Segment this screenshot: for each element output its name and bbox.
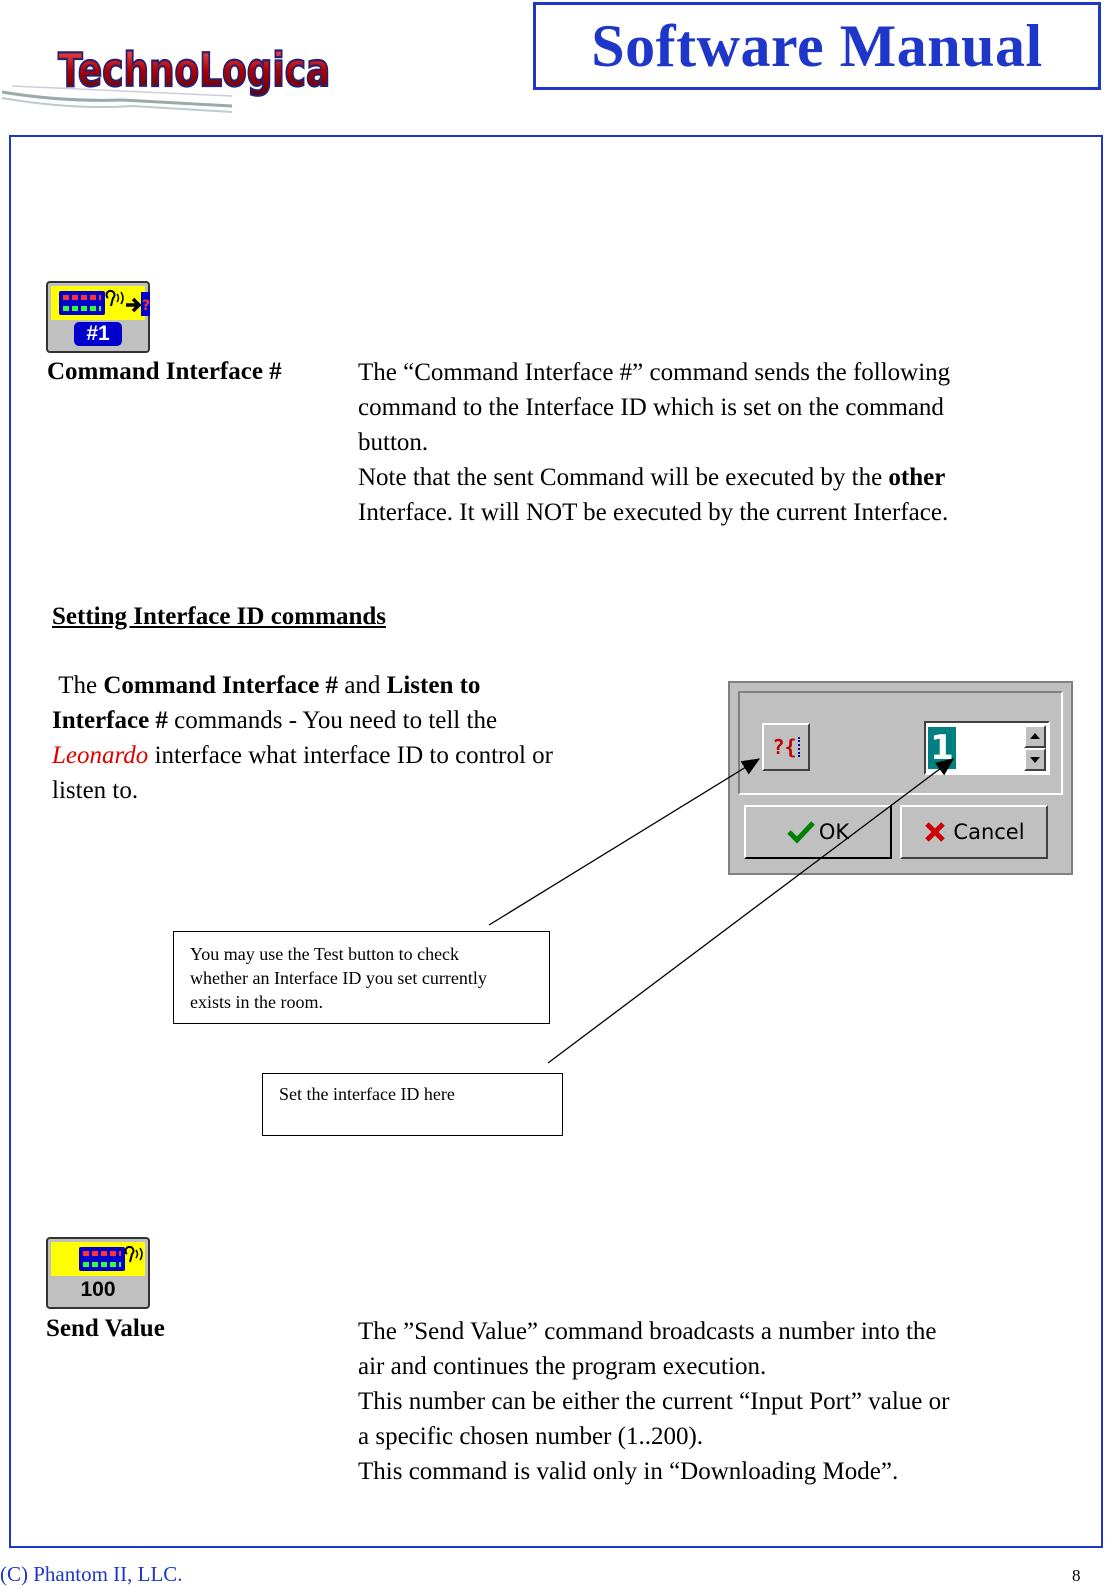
leonardo-name: Leonardo <box>52 742 149 769</box>
command-interface-icon-label: #1 <box>74 322 122 346</box>
copyright: (C) Phantom II, LLC. <box>0 1562 183 1586</box>
callout-line: You may use the Test button to check <box>190 944 460 964</box>
description-line: The ”Send Value” command broadcasts a number into the <box>358 1318 937 1345</box>
note-prefix: Note that the sent Command will be executed by the <box>358 464 889 491</box>
note-bold: other <box>888 464 946 491</box>
page-title: Software Manual <box>591 12 1043 79</box>
callout-line: exists in the room. <box>190 992 323 1012</box>
setting-text-2: interface what interface ID to control or <box>148 742 553 769</box>
description-line: This command is valid only in “Downloading Mode”. <box>358 1458 899 1485</box>
note-line-2: Interface. It will NOT be executed by the current Interface. <box>358 499 949 526</box>
send-value-description <box>358 1314 1078 1489</box>
interface-id-callout <box>262 1073 563 1136</box>
send-value-icon-label: 100 <box>80 1278 116 1301</box>
callout-line: Set the interface ID here <box>279 1084 455 1104</box>
logo-text: TechnoLogica <box>58 43 331 98</box>
cancel-label: Cancel <box>953 820 1025 844</box>
term-listen-to: Listen to <box>386 672 481 699</box>
page-number: 8 <box>1072 1566 1081 1585</box>
term-command-interface: Command Interface # <box>103 672 339 699</box>
ok-label: OK <box>818 820 850 844</box>
id-callout-line <box>548 759 953 1063</box>
description-line: air and continues the program execution. <box>358 1353 767 1380</box>
interface-id-value: 1 <box>928 727 956 769</box>
command-interface-term: Command Interface # <box>47 358 282 385</box>
description-line: command to the Interface ID which is set on the command <box>358 394 944 421</box>
test-button-callout <box>173 931 550 1024</box>
description-line: a specific chosen number (1..200). <box>358 1423 704 1450</box>
svg-text:?: ? <box>142 298 151 314</box>
test-callout-line <box>489 759 759 925</box>
term-interface: Interface # <box>52 707 168 734</box>
send-value-icon <box>46 1237 150 1309</box>
send-value-term: Send Value <box>46 1315 165 1342</box>
setting-text-1: commands - You need to tell the <box>167 707 498 734</box>
text-the: The <box>58 672 104 699</box>
text-and: and <box>338 672 387 699</box>
description-line: button. <box>358 429 429 456</box>
test-icon: ?{ <box>772 735 797 759</box>
callout-line: whether an Interface ID you set currently <box>190 968 487 988</box>
setting-text-3: listen to. <box>52 777 139 804</box>
description-line: This number can be either the current “Input Port” value or <box>358 1388 950 1415</box>
setting-section-heading: Setting Interface ID commands <box>52 603 386 630</box>
description-line: The “Command Interface #” command sends the following <box>358 359 951 386</box>
